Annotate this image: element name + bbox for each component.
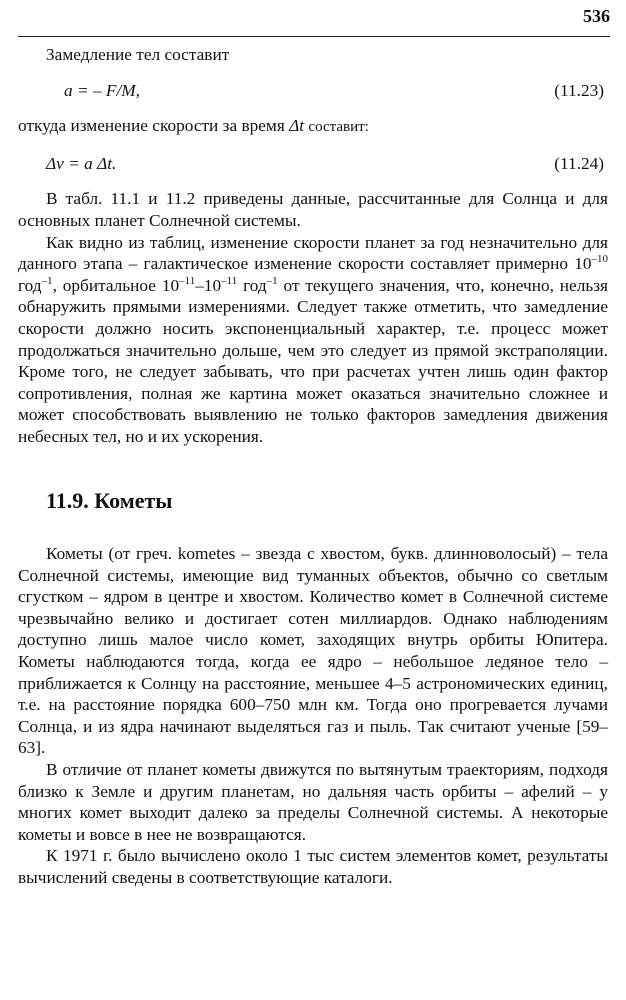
exponent: –10	[591, 253, 608, 266]
page-body	[18, 44, 608, 889]
exponent: –11	[221, 274, 238, 287]
velocity-line-text: откуда изменение скорости за время	[18, 116, 285, 136]
equation-number: (11.23)	[554, 80, 604, 100]
exponent: –11	[179, 274, 196, 287]
equation-11-24	[46, 153, 608, 175]
equation-formula: Δv = a Δt.	[46, 153, 117, 173]
page-number: 536	[583, 6, 610, 26]
para2-orbital: , орбитальное 10	[52, 275, 180, 295]
equation-formula: a = – F/M,	[64, 80, 140, 100]
section-heading: 11.9. Кометы	[46, 487, 173, 513]
para2-range: –10	[195, 275, 222, 295]
para2-end: от текущего значения, что, конечно, нельзя обнаружить прямыми измерениями. Следует также отметить, что замедление скорости должно носить экспоненциальный характер, т.е. процесс может продолжаться значительно дольше, чем это следует из прямой экстраполяции. Кроме того, не следует забывать, что при расчетах учтен лишь один фактор сопротивления, полная же картина может оказаться значительно сложнее и может способствовать выявлению не только факторов замедления движения небесных тел, но и их ускорения.	[18, 275, 608, 446]
paragraph-comets-definition: Кометы (от греч. kometes – звезда с хвостом, букв. длинноволосый) – тела Солнечной системы, имеющие вид туманных объектов, обычно со светлым сгустком – ядром в центре и хвостом. Количество комет в Солнечной системе чрезвычайно велико и достигает сотен миллиардов. Однако наблюдениям доступно лишь малое число комет, заходящих внутрь орбиты Юпитера. Кометы наблюдаются тогда, когда ее ядро – небольшое ледяное тело – приближается к Солнцу на расстояние, меньшее 4–5 астрономических единиц, т.е. на расстояние порядка 600–750 млн км. Тогда оно прогревается лучами Солнца, и из ядра начинают выделяться газ и пыль. Так считают ученые [59–63].	[18, 544, 608, 758]
paragraph-tables: В табл. 11.1 и 11.2 приведены данные, рассчитанные для Солнца и для основных планет Солнечной системы.	[18, 189, 608, 230]
velocity-line	[18, 115, 608, 139]
paragraph-comets-catalog: К 1971 г. было вычислено около 1 тыс систем элементов комет, результаты вычислений сведены в соответствующие каталоги.	[18, 846, 608, 887]
exponent: –1	[266, 274, 278, 287]
para2-unit: год	[18, 275, 42, 295]
equation-number: (11.24)	[554, 153, 604, 173]
exponent: –1	[41, 274, 53, 287]
intro-line: Замедление тел составит	[46, 45, 230, 64]
header-rule	[18, 36, 610, 37]
paragraph-comets-orbits: В отличие от планет кометы движутся по вытянутым траекториям, подходя близко к Земле и другим планетам, но дальняя часть орбиты – афелий – у многих комет выходит далеко за пределы Солнечной системы. А некоторые кометы и вовсе в нее не возвращаются.	[18, 760, 608, 844]
para2-unit: год	[237, 275, 267, 295]
velocity-line-tail: составит:	[308, 119, 369, 136]
paragraph-velocity-change	[18, 232, 608, 448]
para2-start: Как видно из таблиц, изменение скорости планет за год незначительно для данного этапа – галактическое изменение скорости составляет примерно 10	[18, 232, 608, 274]
equation-11-23	[64, 80, 608, 102]
delta-t: Δt	[289, 116, 305, 136]
